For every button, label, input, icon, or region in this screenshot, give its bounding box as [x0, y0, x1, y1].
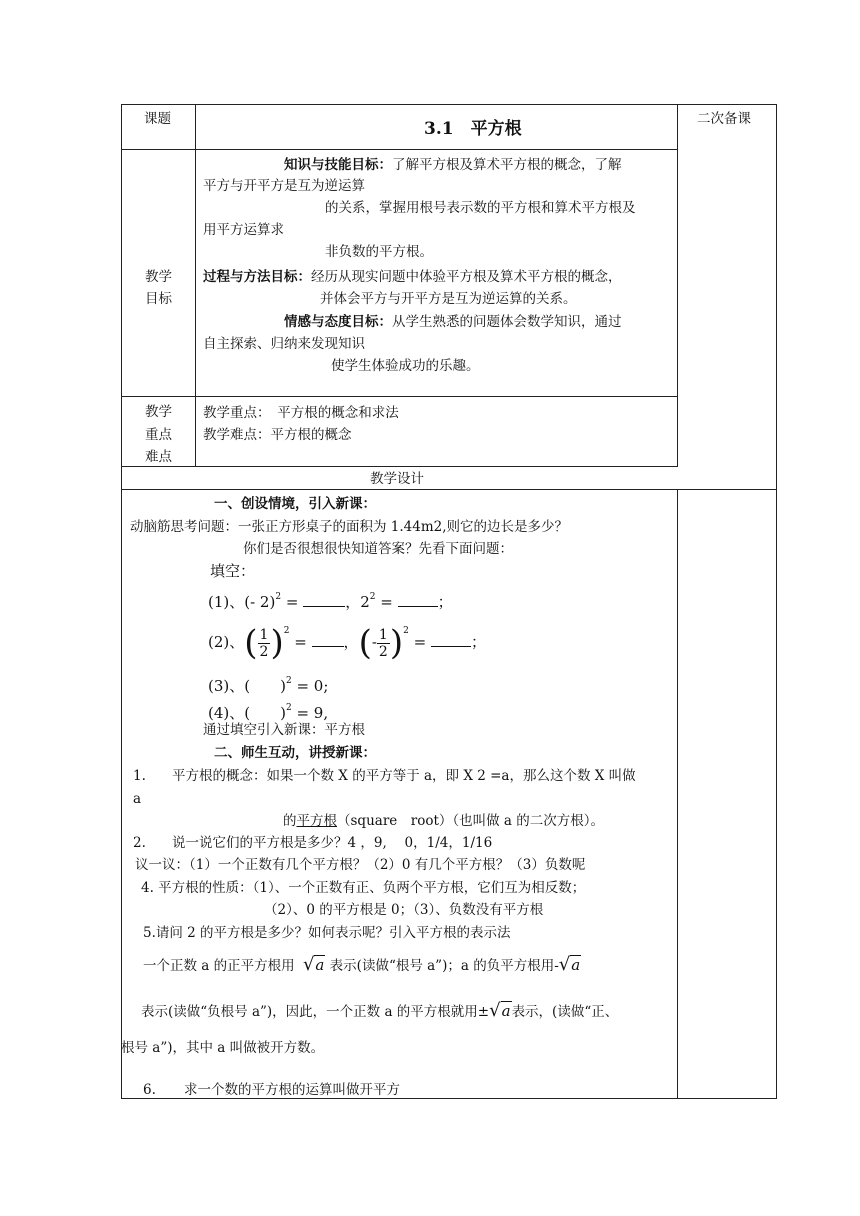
- knowledge-goal-line2: 平方与开平方是互为逆运算: [203, 178, 365, 194]
- table-border-top: [121, 104, 777, 105]
- emotion-goal-line2: 自主探索、归纳来发现知识: [203, 336, 365, 352]
- design-header: 教学设计: [370, 471, 424, 487]
- item-2-text: 说一说它们的平方根是多少？4 ，9, 0，1/4，1/16: [172, 835, 493, 851]
- item-6-number: 6.: [143, 1082, 156, 1098]
- table-border-right: [776, 104, 777, 1099]
- page-title: 3.1 平方根: [424, 119, 522, 139]
- answer-blank[interactable]: [398, 592, 438, 607]
- topic-label: 课题: [144, 111, 171, 127]
- item-6-text: 求一个数的平方根的运算叫做开平方: [184, 1082, 400, 1098]
- second-prep-label: 二次备课: [697, 111, 751, 127]
- discuss-text: 议一议：（1）一个正数有几个平方根？（2）0 有几个平方根？（3）负数呢: [135, 857, 586, 873]
- label-column-divider: [195, 104, 196, 467]
- sqrt-symbol: √a: [489, 1000, 511, 1021]
- answer-blank[interactable]: [312, 632, 344, 647]
- knowledge-goal-line4: 用平方运算求: [203, 222, 284, 238]
- key-point: 教学重点： 平方根的概念和求法: [203, 405, 399, 421]
- difficulty: 教学难点：平方根的概念: [203, 427, 352, 443]
- item-2-number: 2.: [133, 835, 146, 851]
- term-square-root: 平方根: [296, 813, 337, 829]
- knowledge-goal-line3: 的关系，掌握用根号表示数的平方根和算术平方根及: [325, 200, 636, 216]
- notes-column-divider: [677, 104, 678, 467]
- answer-blank[interactable]: [303, 592, 345, 607]
- focus-label-2: 重点: [145, 427, 172, 443]
- item-1-wrap: a: [133, 791, 142, 807]
- exercise-2: (2)、( $\frac{1}{2}$ )$^2$ = ，(- $\frac{1}{2}$ )$^2$ = ；: [208, 623, 486, 663]
- item-4-continued: （2）、0 的平方根是 0；（3）、负数没有平方根: [264, 902, 544, 918]
- fill-label: 填空：: [210, 562, 256, 580]
- exercise-3: (3)、( )$^2$ = 0;: [208, 676, 329, 695]
- row-divider-focus: [121, 466, 677, 467]
- item-5-text: 5.请问 2 的平方根是多少？如何表示呢？引入平方根的表示法: [143, 925, 511, 941]
- process-goal-line2: 并体会平方与开平方是互为逆运算的关系。: [320, 291, 577, 307]
- emotion-goal-line3: 使学生体验成功的乐趣。: [331, 358, 480, 374]
- notation-line-3: 根号 a”)，其中 a 叫做被开方数。: [121, 1040, 325, 1056]
- section2-title: 二、师生互动，讲授新课：: [214, 745, 376, 761]
- focus-label-1: 教学: [145, 404, 172, 420]
- row-divider-design: [121, 489, 777, 490]
- table-border-left: [121, 104, 122, 1099]
- item-1-text: 平方根的概念：如果一个数 X 的平方等于 a，即 X 2 =a，那么这个数 X 叫做: [172, 768, 636, 784]
- item-4-text: 4. 平方根的性质：（1）、一个正数有正、负两个平方根，它们互为相反数；: [141, 880, 586, 896]
- fraction-half: $\frac{1}{2}$: [378, 626, 388, 660]
- exercise-4: (4)、( )$^2$ = 9,: [208, 703, 329, 722]
- emotion-goal-title: 情感与态度目标：: [284, 314, 392, 330]
- emotion-goal-line1: 情感与态度目标：从学生熟悉的问题体会数学知识，通过: [284, 314, 622, 330]
- row-divider-title: [121, 149, 677, 150]
- notation-line: 一个正数 a 的正平方根用 √a 表示(读做“根号 a”)；a 的负平方根用-√a: [143, 954, 581, 975]
- answer-blank[interactable]: [431, 632, 471, 647]
- item-1-continued: 的平方根（square root）（也叫做 a 的二次方根）。: [283, 813, 605, 829]
- question-text: 动脑筋思考问题：一张正方形桌子的面积为 1.44m2,则它的边长是多少？: [130, 519, 569, 535]
- sqrt-symbol: √a: [558, 954, 581, 975]
- goals-label-2: 目标: [145, 291, 172, 307]
- prompt-text: 你们是否很想很快知道答案？先看下面问题：: [243, 541, 513, 557]
- notes-column-divider-lower: [677, 489, 678, 1099]
- process-goal-title: 过程与方法目标：: [203, 269, 311, 285]
- item-1-number: 1.: [133, 768, 146, 784]
- focus-label-3: 难点: [145, 449, 172, 465]
- intro-text: 通过填空引入新课：平方根: [203, 722, 365, 738]
- fraction-half: $\frac{1}{2}$: [259, 626, 269, 660]
- section1-title: 一、创设情境，引入新课：: [214, 496, 376, 512]
- knowledge-goal-line1: 知识与技能目标：了解平方根及算术平方根的概念，了解: [284, 157, 622, 173]
- goals-label-1: 教学: [145, 269, 172, 285]
- knowledge-goal-title: 知识与技能目标：: [284, 157, 392, 173]
- process-goal-line1: 过程与方法目标：经历从现实问题中体验平方根及算术平方根的概念，: [203, 269, 622, 285]
- sqrt-symbol: √a: [302, 954, 325, 975]
- notation-line-2: 表示(读做“负根号 a”)，因此，一个正数 a 的平方根就用±√a表示，(读做“正、: [141, 1000, 619, 1021]
- exercise-1: (1)、(- 2)$^2$ = ，$2^2$ = ；: [208, 592, 453, 611]
- knowledge-goal-line5: 非负数的平方根。: [325, 244, 433, 260]
- row-divider-goals: [121, 396, 677, 397]
